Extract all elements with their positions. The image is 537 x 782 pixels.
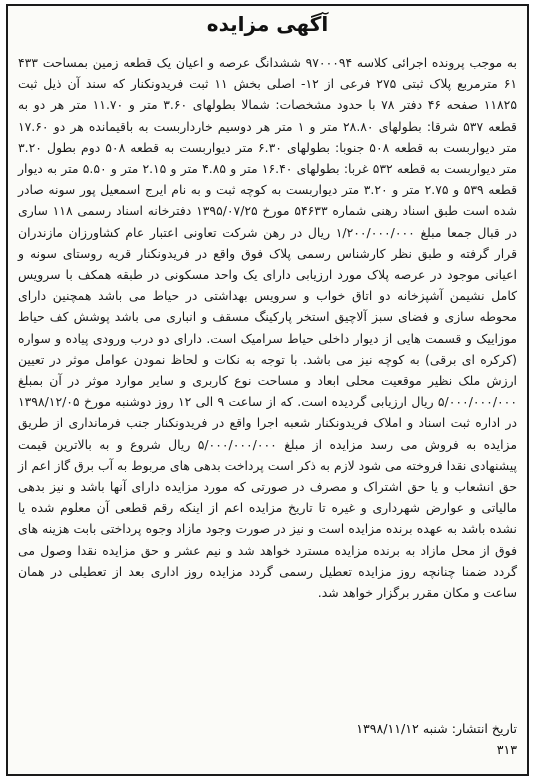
- notice-frame: [6, 4, 529, 776]
- notice-code: ۳۱۳: [496, 742, 517, 757]
- publish-date: تاریخ انتشار: شنبه ۱۳۹۸/۱۱/۱۲: [356, 721, 517, 736]
- notice-footer: [18, 718, 517, 760]
- notice-title: آگهی مزایده: [206, 12, 329, 36]
- notice-body: به موجب پرونده اجرائی کلاسه ۹۷۰۰۰۹۴ ششدانگ عرصه و اعیان یک قطعه زمین بمساحت ۴۳۳ ۶۱ مترمربع پلاک ثبتی ۲۷۵ فرعی از ۱۲- اصلی بخش ۱۱ ثبت فریدونکنار که سند آن ذیل ثبت ۱۱۸۲۵ صفحه ۴۶ دفتر ۷۸ با حدود مشخصات: شمالا بطولهای ۳.۶۰ متر و ۱۱.۷۰ متر هر دو به قطعه ۵۳۷ شرقا: بطولهای ۲۸.۸۰ متر و ۱ متر هر دوسیم خارداربست به باقیمانده هر دو ۱۷.۶۰ متر دیواربست به قطعه ۵۰۸ جنوبا: بطولهای ۶.۳۰ متر دیواربست به قطعه ۵۰۸ دوم بطول ۳.۲۰ متر دیواربست به قطعه ۵۳۲ غربا: بطولهای ۱۶.۴۰ متر و ۴.۸۵ متر و ۲.۱۵ متر و ۵.۵۰ متر به دیوار قطعه ۵۳۹ و ۲.۷۵ متر و ۳.۲۰ متر دیواربست به کوچه ثبت و به نام ایرج اسمعیل پور سونه صادر شده است طبق اسناد رهنی شماره ۵۴۶۳۳ مورخ ۱۳۹۵/۰۷/۲۵ دفترخانه اسناد رسمی ۱۱۸ ساری در قبال جمعا مبلغ ۱/۲۰۰/۰۰۰/۰۰۰ ریال در رهن شرکت تعاونی اعتبار عام کشاورزان مازندران قرار گرفته و طبق نظر کارشناس رسمی پلاک فوق واقع در فریدونکنار قریه روستای سونه و اعیانی موجود در عرصه پلاک مورد ارزیابی دارای یک واحد مسکونی در طبقه همکف با سرویس کامل نشیمن آشپزخانه دو اتاق خواب و سرویس بهداشتی در حیاط می باشد همچنین دارای محوطه سازی و فضای سبز آلاچیق استخر پارکینگ مسقف و انباری می باشد پوشش کف حیاط موزاییک و قسمت هایی از دیوار داخلی حیاط سرامیک است. دارای دو درب ورودی پیاده و سواره (کرکره ای برقی) به کوچه نیز می باشد. با توجه به نکات و لحاظ نمودن عوامل موثر در تعیین ارزش ملک نظیر موقعیت محلی ابعاد و مساحت نوع کاربری و سایر موارد موثر در آن بمبلغ ۵/۰۰۰/۰۰۰/۰۰۰ ریال ارزیابی گردیده است. که از ساعت ۹ الی ۱۲ روز دوشنبه مورخ ۱۳۹۸/۱۲/۰۵ در اداره ثبت اسناد و املاک فریدونکنار شعبه اجرا واقع در فریدونکنار جنب فرمانداری از طریق مزایده به فروش می رسد مزایده از مبلغ ۵/۰۰۰/۰۰۰/۰۰۰ ریال شروع و به بالاترین قیمت پیشنهادی نقدا فروخته می شود لازم به ذکر است پرداخت بدهی های مربوط به آب برق گاز اعم از حق انشعاب و یا حق اشتراک و مصرف در صورتی که مورد مزایده دارای آنها باشد و نیز بدهی مالیاتی و عوارض شهرداری و غیره تا تاریخ مزایده اعم از اینکه رقم قطعی آن معلوم شده یا نشده باشد به عهده برنده مزایده است و نیز در صورت وجود مازاد وجوه پرداختی بابت هزینه های فوق از محل مازاد به برنده مزایده مسترد خواهد شد و نیم عشر و حق مزایده نقدا وصول می گردد ضمنا چنانچه روز مزایده تعطیل رسمی گردد مزایده روز اداری بعد از تعطیلی در همان ساعت و مکان مقرر برگزار خواهد شد.: [18, 55, 518, 601]
